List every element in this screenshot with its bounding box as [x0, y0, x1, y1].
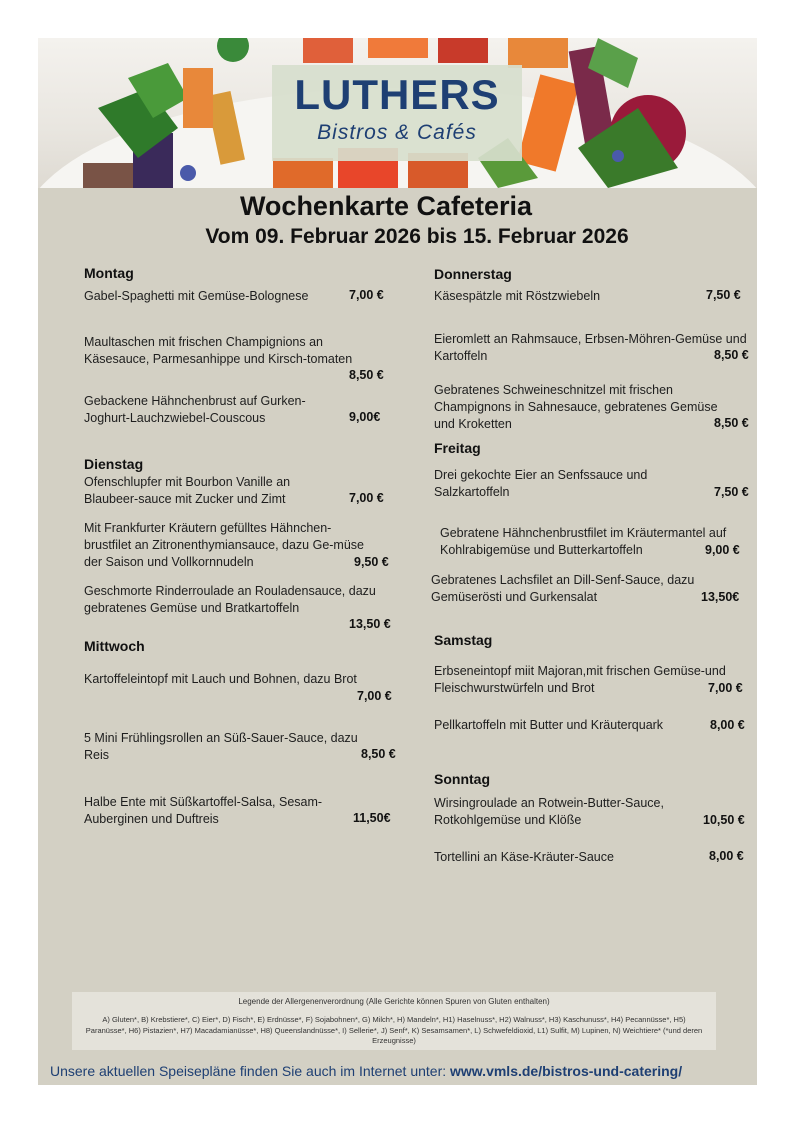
menu-price: 7,50 €	[706, 288, 741, 302]
menu-item: Gebackene Hähnchenbrust auf Gurken-Joghurt-Lauchzwiebel-Couscous	[84, 394, 306, 425]
menu-price: 8,50 €	[361, 747, 396, 761]
menu-item: Käsespätzle mit Röstzwiebeln	[434, 289, 601, 303]
menu-price: 7,00 €	[708, 681, 743, 695]
menu-price: 7,50 €	[714, 485, 749, 499]
header-banner	[38, 38, 757, 188]
menu-item: Mit Frankfurter Kräutern gefülltes Hähnchen-brustfilet an Zitronenthymiansauce, dazu Ge-müse der Saison und Vollkornnudeln	[84, 521, 364, 569]
menu-item: Wirsingroulade an Rotwein-Butter-Sauce, Rotkohlgemüse und Klöße	[434, 796, 664, 827]
menu-price: 7,00 €	[349, 491, 384, 505]
page-title: Wochenkarte Cafeteria	[239, 191, 533, 221]
menu-price: 8,50 €	[349, 368, 384, 382]
logo-main: LUTHERS	[294, 71, 500, 118]
website-link[interactable]: www.vmls.de/bistros-und-catering/	[450, 1063, 683, 1079]
footer-text: Unsere aktuellen Speisepläne finden Sie auch im Internet unter:	[50, 1063, 447, 1079]
day-heading-freitag: Freitag	[434, 440, 481, 456]
footer	[50, 1063, 682, 1079]
day-heading-mittwoch: Mittwoch	[84, 638, 145, 654]
menu-price: 9,00 €	[705, 543, 740, 557]
menu-price: 10,50 €	[703, 813, 745, 827]
day-heading-montag: Montag	[84, 265, 134, 281]
logo-sub: Bistros & Cafés	[317, 121, 477, 144]
menu-item: Maultaschen mit frischen Champignions an Käsesauce, Parmesanhippe und Kirsch-tomaten	[84, 335, 353, 366]
menu-price: 8,50 €	[714, 348, 749, 362]
menu-item: Drei gekochte Eier an Senfssauce und Salzkartoffeln	[434, 468, 648, 499]
menu-item: Erbseneintopf miit Majoran,mit frischen Gemüse-und Fleischwurstwürfeln und Brot	[434, 664, 726, 695]
menu-item: Eieromlett an Rahmsauce, Erbsen-Möhren-Gemüse und Kartoffeln	[434, 332, 747, 363]
day-heading-dienstag: Dienstag	[84, 456, 144, 472]
menu-price: 9,50 €	[354, 555, 389, 569]
menu-item: Gabel-Spaghetti mit Gemüse-Bolognese	[84, 289, 309, 303]
menu-price: 8,50 €	[714, 416, 749, 430]
menu-price: 8,00 €	[709, 849, 744, 863]
menu-price: 7,00 €	[357, 689, 392, 703]
day-heading-sonntag: Sonntag	[434, 771, 490, 787]
day-heading-donnerstag: Donnerstag	[434, 266, 512, 282]
menu-item: 5 Mini Frühlingsrollen an Süß-Sauer-Sauce, dazu Reis	[84, 731, 358, 762]
menu-item: Tortellini an Käse-Kräuter-Sauce	[434, 850, 614, 864]
menu-price: 13,50 €	[349, 617, 391, 631]
allergen-legend	[72, 992, 716, 1050]
menu-item: Halbe Ente mit Süßkartoffel-Salsa, Sesam-Auberginen und Duftreis	[84, 795, 323, 826]
menu-item: Pellkartoffeln mit Butter und Kräuterquark	[434, 718, 664, 732]
menu-price: 13,50€	[701, 590, 740, 604]
menu-price: 7,00 €	[349, 288, 384, 302]
menu-item: Kartoffeleintopf mit Lauch und Bohnen, dazu Brot	[84, 672, 357, 686]
menu-item: Gebratenes Schweineschnitzel mit frischen Champignons in Sahnesauce, gebratenes Gemüse und Kroketten	[434, 383, 718, 431]
menu-price: 11,50€	[353, 811, 391, 825]
menu-item: Gebratenes Lachsfilet an Dill-Senf-Sauce, dazu Gemüserösti und Gurkensalat	[431, 573, 695, 604]
menu-item: Geschmorte Rinderroulade an Rouladensauce, dazu gebratenes Gemüse und Bratkartoffeln	[84, 584, 376, 615]
logo-box	[272, 65, 522, 161]
menu-price: 8,00 €	[710, 718, 745, 732]
legend-title: Legende der Allergenenverordnung (Alle Gerichte können Spuren von Gluten enthalten)	[238, 997, 550, 1006]
menu-item: Gebratene Hähnchenbrustfilet im Kräutermantel auf Kohlrabigemüse und Butterkartoffeln	[440, 526, 727, 557]
menu-price: 9,00€	[349, 410, 381, 424]
menu-item: Ofenschlupfer mit Bourbon Vanille an Blaubeer-sauce mit Zucker und Zimt	[84, 475, 291, 506]
day-heading-samstag: Samstag	[434, 632, 493, 648]
menu-sheet	[38, 38, 757, 1085]
legend-text: A) Gluten*, B) Krebstiere*, C) Eier*, D) Fisch*, E) Erdnüsse*, F) Sojabohnen*, G) Milch*, H) Mandeln*, H1) Haselnuss*, H2) Walnuss*, H3) Kaschunuss*, H4) Pecannüsse*, H5) Paranüsse*, H6) Pistazien*, H7) Macadamianüsse*, H8) Queenslandnüsse*, I) Sellerie*, J) Senf*, K) Sesamsamen*, L) Schwefeldioxid, L1) Sulfit, M) Lupinen, N) Weichtiere* (*und deren Erzeugnisse)	[85, 1015, 703, 1045]
page-subtitle: Vom 09. Februar 2026 bis 15. Februar 2026	[205, 225, 629, 248]
